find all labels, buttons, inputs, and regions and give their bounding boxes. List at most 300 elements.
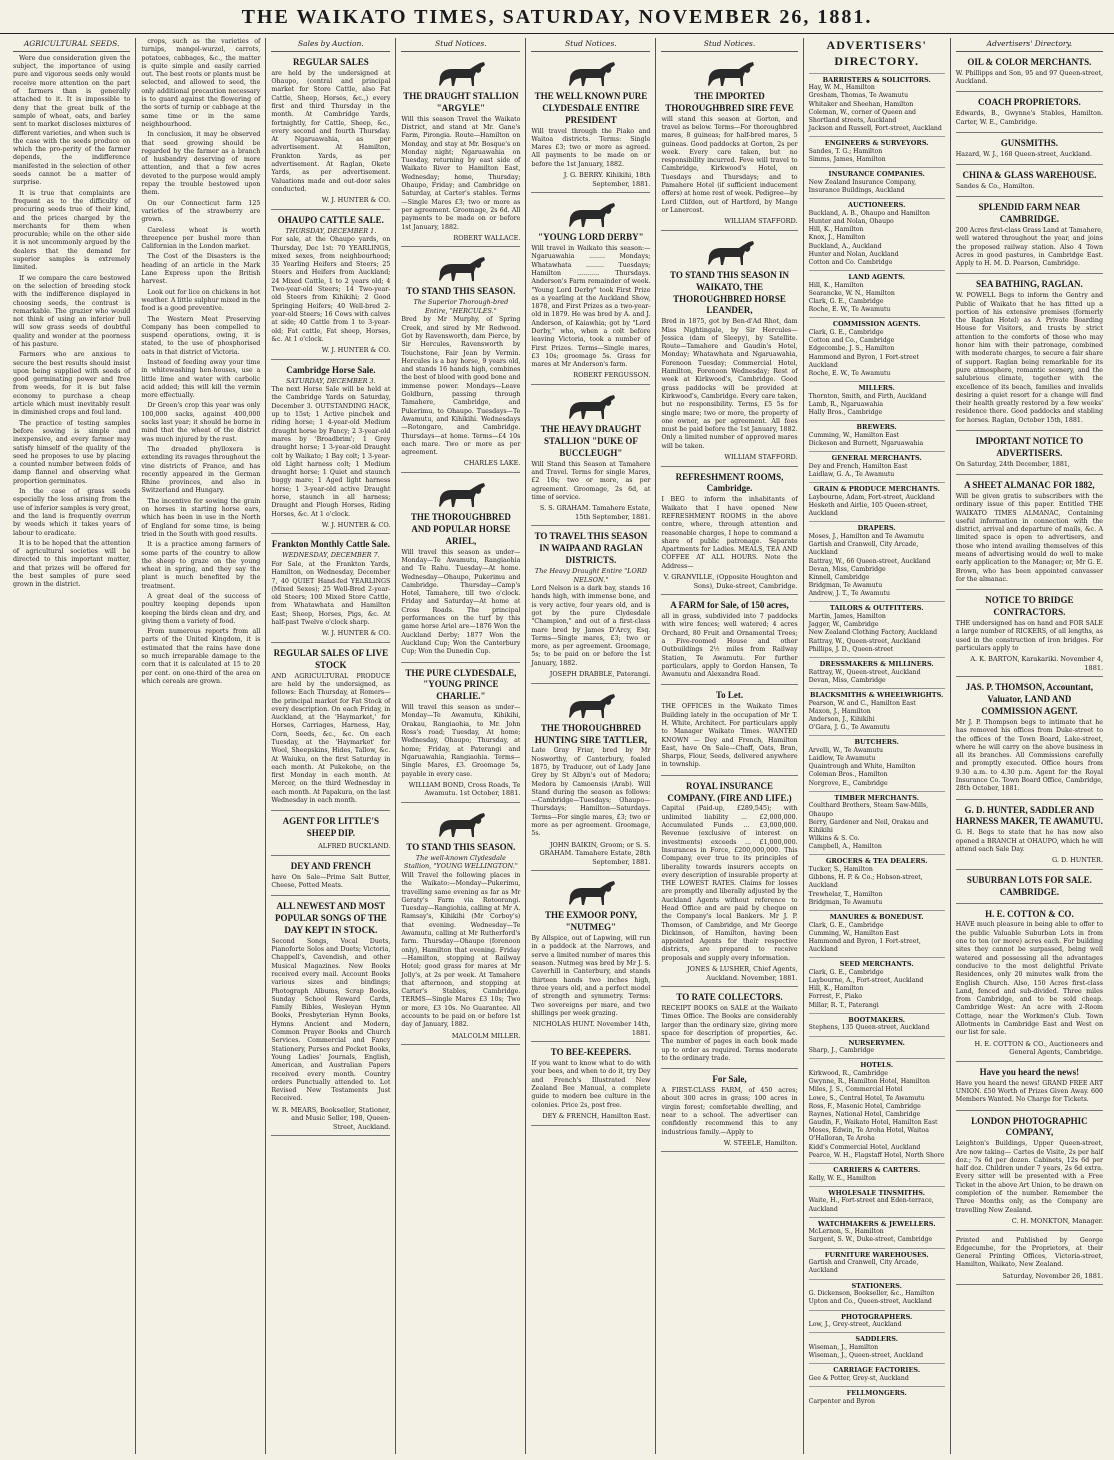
directory-category: FELLMONGERS. [809,1386,945,1398]
masthead [0,0,1114,34]
directory-entry: Hay, W. M., Hamilton [808,84,875,92]
directory-category: LAND AGENTS. [809,270,945,282]
directory-entry: Devan, Miss, Cambridge [808,565,886,573]
directory-entry: Trewhelar, T., Hamilton [808,890,883,898]
directory-category: PHOTOGRAPHERS. [809,1310,945,1322]
ad-title: REFRESHMENT ROOMS, Cambridge. [675,471,784,494]
directory-entry: Roche, E. W., Te Awamutu [808,306,891,314]
ad-body: Edwards, B., Gwynne's Stables, Hamilton. Carter, W. E., Cambridge. [955,110,1104,126]
ad-body: will stand this season at Gorton, and travel as below. Terms—For thoroughbred mares, 8 guineas; for half-bred mares, 5 guineas. Good paddocks at Gorton, 2s per week. Every care taken, but no responsibility incurred. Feve will travel to Cambridge, Kirkwood's Hotel, on Tuesdays and Thursdays; and to Pamahere Hotel (if sufficient inducement offers) at home rest of week. Pedigree—by Lord Clifden, out of Hartford, by Mango or Lanercost. [661,115,798,214]
ad-body: HAVE much pleasure in being able to offer to the public Valuable Suburban Lots in from one to ten (or more) acres each. For building sites they cannot be surpassed, being well watered and possessing all the advantages conducive to the most delightful Private Residences, only 20 minutes walk from the English Church. Also, 150 Acres first-class Land, fenced and sub-divided. Three miles from Cambridge, and to be sold cheap. Cambridge West: An acre with 2-Room Cottage, near the Workmen's Club. Town Allotments in Cambridge East and West on our list for sale. [955,921,1104,1037]
directory-category: WATCHMAKERS & JEWELLERS. [809,1217,945,1229]
ad-subtitle: The Heavy Draught Entire "LORD NELSON." [534,566,647,584]
article-paragraph: Farmers who are anxious to secure the best results should insist upon being supplied with seeds of good germinating power and free from weeds, for it is but false economy to purchase a cheap article which must inevitably result in diminished crops and foul land. [13,351,131,417]
directory-entry: Berry, Gardener and Neil, Orakau and Kihikihi [808,818,929,834]
article-paragraph: Dr Green's crop this year was only 100,000 sacks, against 400,000 sacks last year; it should be borne in mind that the wheat of the district was much injured by the rust. [141,402,261,443]
ad-body: Second Songs, Vocal Duets, Pianoforte Solos and Duets; Victoria, Chappell's, Cavendish, and other Musical Magazines. New Books received every mail. Account Books various sizes and bindings; Photograph Albums, Scrap Books, Sunday School Reward Cards, Family Bibles, Wesleyan Hymn Books, Presbyterian Hymn Books, Hymns Ancient and Modern, Common Prayer Books and Church Services. Commercial and Fancy Stationery, Purses and Pocket Books, Young Ladies' Journals, English, American, and Australian Papers received every month. Country orders Punctually attended to. Lot Revised New Testaments Just Received. [271,937,391,1103]
article-paragraph: The Western Meat Preserving Company has been compelled to suspend operations, owing, it is stated, to the use of phosphorised oats in that district of Victoria. [141,315,261,356]
ad-signature: WILLIAM STAFFORD. [724,217,798,226]
ad-title: THE THOROUGHBRED AND POPULAR HORSE ARIEL, [410,512,511,546]
directory-entry: Moses, J., Hamilton and Te Awamutu [808,532,924,540]
advertisement [956,1114,1103,1231]
directory-entry: Tucker, S., Hamilton [808,866,873,874]
ad-signature: W. J. HUNTER & CO. [321,520,391,529]
advertisement [271,55,390,210]
directory-category: INSURANCE COMPANIES. [809,167,945,179]
directory-entry: New Zealand Insurance Company, Insurance Buildings, Auckland [808,178,917,195]
directory-entry: Bridgman, Te Awamutu [808,898,883,906]
directory-entry: Carpenter and Byron [808,1397,875,1405]
directory-entry: Sandes, T. G.; Hamilton [808,147,883,155]
column-stud-notices-3 [656,38,803,1454]
directory-entry: Raynes, National Hotel, Cambridge [808,1110,921,1118]
article-paragraph: Careless wheat is worth threepence per bushel more than Californian in the London market. [141,226,261,251]
ad-body: For Sale, at the Frankton Yards, Hamilton, on Wednesday, December 7, 40 QUIET Hand-fed YEARLINGS (Mixed Sexes); 25 Well-Bred 2-year-old Steers; 100 Mixed Store Cattle, from Whatawhata and Hamilton East; Sheep, Horses, Pigs, &c. At half-past Twelve o'clock sharp. [271,560,391,626]
column-agricultural-notes [136,38,266,1454]
ad-body: Will travel in Waikato this season:— Ngaruawahia ........ Mondays; Whatawhata ......... Tuesdays; Hamilton ........... Thursdays. Anderson's Farm remainder of week. "Young Lord Derby" took First Prize as a yearling at the Auckland Show, 1878, and First Prizes as a two-year-old in 1879. He was bred by A. and J. Anderson, of Kaiawhia; got by "Lord Derby," who, when a colt before leaving Victoria, took a number of First Prizes. Terms—Single mares, £3 10s; groomage 5s. Grass for mares at Mr Anderson's farm. [531,245,651,369]
advertisement [956,200,1103,274]
article-paragraph: crops, such as the varieties of turnips, mangel-wurzel, carrots, potatoes, cabbages, &c., the matter is quite simple and easily carried out. The best roots or plants must be selected, and allowed to seed, the only additional precaution necessary is to guard against the flowering of the sorts of turnip or cabbage at the same time or in the same neighbourhood. [141,38,261,128]
advertisement [956,95,1103,132]
ad-title: A SHEET ALMANAC FOR 1882, [964,480,1095,491]
article-body [13,55,130,590]
directory-category: CARRIAGE FACTORIES. [809,1363,945,1375]
directory-entry: Coleman, W., corner of Queen and Shortland streets, Auckland [808,108,917,124]
directory-entry: Roche, E. W., Te Awamutu [808,370,891,377]
directory-category: GENERAL MERCHANTS. [809,451,945,463]
directory-entry: Clark, G. E., Cambridge [808,968,884,976]
directory-entry: Millar, R. T., Paterangi [808,1001,879,1009]
ad-title: A FARM for Sale, of 150 acres, [670,600,789,611]
ad-title: THE WELL KNOWN PURE CLYDESDALE ENTIRE PRESIDENT [534,90,648,125]
column-stud-notices-1 [396,38,526,1454]
directory-entry: Campbell, A., Hamilton [808,843,882,851]
directory-category: COMMISSION AGENTS. [809,317,945,329]
advertisement [661,688,797,775]
advertisement [401,476,520,662]
ad-title: H. E. COTTON & CO. [985,908,1074,919]
directory-entry: G. Dickenson, Bookseller, &c., Hamilton [808,1290,935,1298]
ad-signature: J. G. BERRY. Kihikihi, 18th September, 1881. [563,171,651,188]
ad-body: Lord Nelson is a dark bay, stands 16 hands high, with immense bone, and is very active, four years old, and is got by the pure Clydesdale "Champion," and out of a first-class mare bred by James D'Arcy, Esq. Terms—Single mares, £3; two or more, as per agreement. Groomage, 5s; to be paid on or before the 1st January, 1882. [531,585,651,667]
ad-body: THE OFFICES in the Waikato Times Building lately in the occupation of Mr T. H. White, Architect. For particulars apply to Manager Waikato Times. WANTED KNOWN — Dey and French, Hamilton East, have On Sale—Chaff, Oats, Bran, Sharps, Flour, Seeds, delivered anywhere in township. [661,703,798,769]
directory-entry: Whitaker and Sheehan, Hamilton [808,100,914,108]
directory-entry: O'Halloran, Te Aroha [808,1135,875,1143]
directory-entry: Maxon, J., Hamilton [808,707,871,715]
ad-title: CHINA & GLASS WAREHOUSE. [962,170,1097,180]
directory-entry: Searancke, W. N., Hamilton [808,289,895,297]
directory-entry: Buckland, A., Auckland [808,242,882,250]
ad-title: LONDON PHOTOGRAPHIC COMPANY, [971,1115,1088,1138]
ad-signature: H. E. COTTON & CO., Auctioneers and General Agents, Cambridge. [974,1039,1104,1057]
directory-category: NURSERYMEN. [809,1036,945,1048]
ad-body: The next Horse Sale will be held at the Cambridge Yards on Saturday, December 3. OUTSTANDING HACK, up to 15st; 1 Active pinchek and riding horse; 1 4-year-old Medium draught horse by Fancy; 2 3-year-old mares by 'Broadbrim'; 1 Grey draught horse; 1 3-year-old Draught colt by Waikato; 1 Bay colt; 1 3-year-old Light harness colt; 1 Medium draught horse; 1 Quiet and staunch buggy mare; 1 Aged light harness horse; 1 3-year-old active Draught horse, staunch in all harness; Draught and Plough Horses, Riding Horses, &c. At 1 o'clock. [271,386,391,518]
directory-entry: Sargent, S. W., Duke-street, Cambridge [808,1236,933,1244]
advertisement [531,529,650,683]
advertisement [956,873,1103,904]
directory-entry: Hill, K., Hamilton [808,226,864,234]
ad-signature: ROBERT WALLACE. [453,233,521,242]
advertisement [271,814,390,855]
ad-title: SEA BATHING, RAGLAN. [975,279,1083,290]
column-heading: Stud Notices. [661,38,797,52]
article-paragraph: It is a practice among farmers of some parts of the country to allow the sheep to graze on the young wheat in spring, and they say the plant is much benefited by the treatment. [141,541,261,590]
directory-entry: Laybourne, Adam, Fort-street, Auckland [808,493,935,501]
directory-entry: Laybourne, A., Fort-street, Auckland [808,977,924,985]
directory-category: AUCTIONEERS. [809,198,945,210]
directory-entry: Wiseman, J., Queen-street, Auckland [808,1352,924,1360]
directory-category: TIMBER MERCHANTS. [809,791,945,803]
ad-title: TO BEE-KEEPERS. [550,1047,632,1058]
directory-entry: New Zealand Clothing Factory, Auckland [808,629,938,637]
horse-engraving-icon [560,878,622,908]
ad-body: Sandes & Co., Hamilton. [955,182,1035,190]
advertisement [956,680,1103,799]
ad-title: THE HEAVY DRAUGHT STALLION "DUKE OF BUCCLEUGH" [540,424,642,458]
ad-title: THE PURE CLYDESDALE, "YOUNG PRINCE CHARLIE." [405,667,517,702]
ad-list [956,55,1103,1285]
directory-entry: Clark, G. E., Cambridge [808,298,884,306]
directory-entry: Hunter and Nolan, Ohaupo [808,218,894,226]
directory-entry: Miles, J. S., Commercial Hotel [808,1086,903,1094]
directory-entry: O'Gara, J. G., Te Awamutu [808,724,890,732]
ad-title: THE EXMOOR PONY, "NUTMEG" [544,910,637,933]
ad-title: TO STAND THIS SEASON IN WAIKATO, THE THOROUGHBRED HORSE LEANDER, [669,269,790,316]
directory-entry: Dey and French, Hamilton East [808,462,908,470]
ad-signature: G. D. HUNTER. [1051,856,1104,865]
directory-entry: Wiseman, J., Hamilton [808,1343,879,1351]
ad-body: RECEIPT BOOKS on SALE at the Waikato Times Office. The Books are considerably larger than the ordinary size, giving more space for description of properties, &c. The number of pages in each book made up to order as required. Terms moderate to the ordinary trade. [661,1005,798,1062]
advertisement [271,537,390,642]
ad-body: Will travel through the Piako and Waitoa districts. Terms: Single Mares £3; two or more as agreed. All payments to be made on or before the 1st January, 1882. [531,127,651,168]
directory-category: MILLERS. [809,381,945,393]
ad-body: Leighton's Buildings, Upper Queen-street, Are now taking— Cartes de Visite, 2s per half doz.; 7s 6d per dozen. Cabinets, 12s 6d per half doz. Children under 7 years, 2s 6d extra. Every sitter will be presented with a Free Ticket in the above Art Union, to be drawn on completion of the number. Remember the Three Months only, as the Company are travelling New Zealand. [955,1140,1104,1214]
advertisement [956,803,1103,870]
advertisement [401,806,520,1045]
directory-entry: Buckland, A. B., Ohaupo and Hamilton [808,209,930,217]
advertisement [531,55,650,193]
ad-body: Will this season Travel the Waikato District, and stand at Mr. Gane's Farm, Pirongia. Route—Hamilton on Monday, and stay at Mr. Bosque's on Monday night; Ngaruawahia on Tuesday, returning by east side of Waikato River to Hamilton East, Wednesday; home, Thursday; Ohaupo, Friday; and Cambridge on Saturday, at Carter's stables. Terms—Single Mares £3; two or more as per agreement. Groomage, 2s 6d. All payments to be made on or before 1st January, 1882. [401,115,521,231]
ad-body: Will Stand this Season at Tamahere and Travel. Terms for single Mares, £2 10s; two or more, as per agreement. Groomage, 2s 6d, at time of service. [531,460,651,501]
article-paragraph: In the case of grass seeds especially the loss arising from the use of inferior samples is very great, and the land is frequently overrun by weeds which it takes years of labour to eradicate. [13,488,131,537]
advertisement [401,55,520,247]
ad-title: IMPORTANT NOTICE TO ADVERTISERS. [975,436,1084,458]
advertisement [271,646,390,812]
ad-list [271,55,390,1137]
ad-body: A FIRST-CLASS FARM, of 450 acres; about 300 acres in grass; 100 acres in virgin forest; comfortable dwelling, and near to a school. The advertiser can confidently recommend this to any industrious family.—Apply to [661,1087,798,1136]
ad-signature: CHARLES LAKE. [463,459,521,468]
ad-body: have On Sale—Prime Salt Butter, Cheese, Potted Meats. [271,873,391,889]
directory-entry: Rattray, W., Queen-street, Auckland [808,637,921,645]
directory-category: SADDLERS. [809,1332,945,1344]
column-heading: Stud Notices. [531,38,650,52]
ad-signature: A. K. BARTON, Karakariki. November 4, 1881. [970,655,1104,672]
ad-title: GUNSMITHS. [1000,137,1059,148]
directory-entry: Hammond and Byron, 1 Fort-street Auckland [808,353,919,369]
directory-entry: Simms, James, Hamilton [808,156,886,164]
ad-title: ALL NEWEST AND MOST POPULAR SONGS OF THE DAY KEPT IN STOCK. [274,901,387,935]
directory-entry: Cumming, W., Hamilton East [808,431,900,439]
directory-entry: Upton and Co., Queen-street, Auckland [808,1298,932,1306]
directory-entry: Forrest, F., Piako [808,993,862,1001]
directory-category: GROCERS & TEA DEALERS. [809,854,945,866]
ad-title: OHAUPO CATTLE SALE. [277,214,384,225]
horse-engraving-icon [430,59,492,89]
directory-entry: Rattray, W., Queen-street, Auckland [808,668,921,676]
directory-entry: Sharp, J., Cambridge [808,1047,875,1055]
advertisement [271,859,390,896]
ad-signature: WILLIAM STAFFORD. [724,453,798,462]
article-paragraph: A great deal of the success of poultry keeping depends upon keeping the birds clean and dry, and giving them a variety of food. [141,593,261,625]
directory-entry: Waite, H., Fort-street and Eden-terrace, Auckland [808,1197,934,1213]
ad-title: "YOUNG LORD DERBY" [538,232,644,243]
advertisement [956,434,1103,475]
ad-body: Will travel this season as under—Monday—Te Awamutu, Kihikihi, Orakau, Rangiaohia, to Mr. John Ross's road; Tuesday, At home; Wednesday, Ohaupo; Thursday, at home; Friday, at Paterangi and Ngaruawahia, Rangiaohia. Terms—Single Mares, £3. Groomage 5s, payable in every case. [401,704,521,778]
directory-category: BLACKSMITHS & WHEELWRIGHTS. [809,688,945,700]
ad-body: On Saturday, 24th December, 1881, [955,460,1070,468]
directory-entry: Wilkins & S. Co. [808,835,860,843]
horse-engraving-icon [560,392,622,422]
advertisement [956,907,1103,1062]
advertisement [661,55,797,231]
directory-entry: Lamb, R., Ngaruawahia [808,400,884,408]
directory-entry: Lowe, S., Central Hotel, Te Awamutu [808,1094,925,1102]
newspaper-title: THE WAIKATO TIMES, SATURDAY, NOVEMBER 26, 1881. [241,6,873,28]
article-paragraph: In conclusion, it may be observed that seed growing should be regarded by the farmer as a branch of husbandry deserving of more attention, and that a few acres devoted to the purpose would amply repay the trouble bestowed upon them. [141,131,261,197]
ad-body: AND AGRICULTURAL PRODUCE are held by the undersigned, as follows: Each Thursday, at Romers—the principal market for Fat Stock of every description. On each Friday, in Auckland, at the 'Haymarket,' for Horses, Carriages, Harness, Hay, Corn, Seeds, &c., &c. On each Tuesday, at the 'Haymarket' for Wool, Sheepskins, Hides, Tallow, &c. At Waiuku, on the first Saturday in each month. At Pukekohe, on the first Monday in each month. At Mercer, on the third Wednesday in each month. At Papakura, on the last Wednesday in each month. [271,672,391,805]
advertisement [956,1234,1103,1286]
advertisement [956,136,1103,165]
ad-title: REGULAR SALES OF LIVE STOCK [273,647,389,670]
directory-category: BARRISTERS & SOLICITORS. [809,73,945,85]
directory-entry: Laidlaw, G. A., Te Awamutu [808,471,895,479]
ad-body: 200 Acres first-class Grass Land at Tamahere, well watered throughout the year, and joins the proposed railway station. Also 4 Town Acres in good pastures, in Cambridge East. Apply to H. M. D. Pearson, Cambridge. [955,226,1104,268]
ad-signature: S. S. GRAHAM. Tamahere Estate, 15th September, 1881. [539,504,651,521]
article-paragraph: Were due consideration given the subject, the importance of using pure and vigorous seeds only would receive more attention on the part of farmers than is generally attached to it. It is impossible to deny that the great bulk of the sample of wheat, oats, and barley sent to market discloses mixtures of different varieties, and when such is the case with the seeds produce on which the pro-perity of the farmer depends, the indifference manifested in the selection of other seeds cannot be a matter of surprise. [13,54,131,187]
ad-body: Will be given gratis to subscribers with the ordinary issue of this paper. Entitled THE WAIKATO TIMES ALMANAC, Containing useful information in connection with the district, arrival and departure of mails, &c. A limited space is open to advertisers, and those who intend availing themselves of this means of advertising would do well to make early application to the Manager; or, Mr G. E. Brown, who has been appointed canvasser for the almanac. [955,492,1104,583]
directory-category: BUTCHERS. [809,735,945,747]
ad-title: TO STAND THIS SEASON. [406,841,516,852]
directory-title: ADVERTISERS' DIRECTORY. [826,38,927,68]
ad-body: G. H. Begs to state that he has now also opened a BRANCH at OHAUPO, which he will attend each Sale Day. [955,829,1104,853]
advertisement [531,687,650,872]
article-paragraph: It is true that complaints are frequent as to the difficulty of procuring seeds true of their kind, and the prices charged by the merchants for them when procurable; while on the other side it is not uncommonly argued by the dealers that the demand for superior samples is extremely limited. [13,189,131,272]
ad-signature: WILLIAM BOND, Cross Roads, Te Awamutu. 1st October, 1881. [408,780,521,798]
directory-entry: Coleman Bros., Hamilton [808,771,888,779]
advertisement [271,899,390,1136]
advertisement [271,363,390,535]
directory-category: DRESSMAKERS & MILLINERS. [809,657,945,669]
ad-signature: JOSEPH DRABBLE, Paterangi. [549,670,651,679]
ad-list [661,55,797,1153]
ad-title: JAS. P. THOMSON, Accountant, Valuator, LAND AND COMMISSION AGENT. [965,682,1094,717]
column-advertisers-directory-continued [951,38,1108,1454]
advertisement [271,213,390,360]
ad-body: By Allspice, out of Lapwing, will run in a paddock at the Narrows, and serve a limited number of mares this season. Nutmeg was bred by Mr J. S. Caverhill in Canterbury, and stands thirteen hands two inches high, three years old, and a perfect model of strength and symmetry. Terms: Two sovereigns per mare, and two shillings per week grazing. [531,935,651,1017]
article-paragraph: The practice of testing samples before sowing is simple and inexpensive, and every farmer may satisfy himself of the quality of the seed he proposes to use by placing a counted number between folds of damp flannel and observing what proportion germinates. [13,419,131,485]
directory-entry: Phillips, J. D., Queen-street [808,645,894,653]
ad-signature: ALFRED BUCKLAND. [318,842,391,851]
column-stud-notices-2 [526,38,656,1454]
column-heading: Stud Notices. [401,38,520,52]
ad-body: are held by the undersigned at Ohaupo, (central and principal market for Store Cattle, also Fat Cattle, Sheep, Horses, &c.,) every first and third Thursday in the month. At Cambridge Yards, fortnightly, for Cattle, Sheep, &c., every second and fourth Thursday. At Ngaruawahia, as per advertisement. At Hamilton, Frankton Yards, as per advertisement. At Raglan, Okete Yards, as per advertisement. Valuations made and out-door sales conducted. [271,69,391,193]
advertisement [401,666,520,803]
horse-engraving-icon [560,691,622,721]
directory-entry: Gwynne, R., Hamilton Hotel, Hamilton [808,1078,930,1086]
directory-entry: Norgrove, E., Cambridge [808,779,888,787]
horse-engraving-icon [430,254,492,284]
directory-category: ENGINEERS & SURVEYORS. [809,136,945,148]
newspaper-page [8,38,1108,1454]
ad-list [401,55,520,1045]
advertisement [661,598,797,685]
ad-body: Printed and Published by George Edgecumbe, for the Proprietors, at their General Printing Offices, Victoria-street, Hamilton, Waikato, New Zealand. [955,1236,1104,1269]
horse-engraving-icon [560,59,622,89]
directory-entry: Kelly, W. E., Hamilton [808,1174,877,1182]
directory-entry: Thornton, Smith, and Firth, Auckland [808,392,927,400]
directory-entry: Pearson, W. and C., Hamilton East [808,699,916,707]
column-heading: Advertisers' Directory. [956,38,1103,52]
directory-entry: Hill, K., Hamilton [808,281,864,289]
directory-entry: Bridgman, Te Awamutu [808,582,883,590]
directory-entry: Rattray, W., 66 Queen-street, Auckland [808,557,931,565]
ad-body: Bred by Mr Murphy, of Spring Creek, and sired by Mr Redwood. Got by Ravensworth, dam Pierce, by Sir Hercules, Ravensworth by Touchstone, Fair Jean by Vermin. Hercules is a bay horse, 9 years old, and stands 16 hands high, combines the best of blood with good bone and immense power. Mondays—Leave Goldburn, passing through Tamahere, Cambridge, and Pukerimu, to Ohaupo. Tuesdays—Te Awamutu, and Kihikihi. Wednesdays—Rotongaro, and Cambridge. Thursdays—at home. Terms—£4 10s each mare. Two or more as per agreement. [401,316,521,457]
ad-subtitle: The Superior Thorough-bred Entire, "HERCULES." [413,298,509,315]
directory-entry: Kinnell, Cambridge [808,573,870,581]
directory-entry: Laidlow, Te Awamutu [808,755,876,763]
ad-title: Frankton Monthly Cattle Sale. [271,539,390,550]
ad-title: THE IMPORTED THOROUGHBRED SIRE FEVE [665,90,794,113]
horse-engraving-icon [699,59,761,89]
ad-signature: W. J. HUNTER & CO. [321,346,391,355]
ad-body: Hazard, W. J., 168 Queen-street, Auckland. [955,150,1092,158]
directory-entry: Hammond and Byron, 1 Fort-street, Auckland [808,937,921,954]
ad-subtitle: The well-known Clydesdale Stallion, "YOUNG WELLINGTON." [403,853,518,871]
directory-category: GRAIN & PRODUCE MERCHANTS. [809,482,945,494]
directory-entry: Hill, K., Hamilton [808,985,864,993]
ad-body: Capital (Paid-up, £289,545); with unlimited liability ... £2,000,000. Accumulated Funds ... £3,000,000. Revenue (exclusive of interest on investments) exceeds ... £1,000,000. Insurances in Force, £200,000,000. This Company, ever true to its principles of liberality towards insurers accepts on every description of insurable property at THE LOWEST RATES. Claims for losses are promptly and liberally adjusted by the Auckland Agents without reference to Head Office and are paid by cheque on the Company's local Bankers. Mr J. P. Thomson, of Cambridge, and Mr George Dickinson, of Hamilton, having been appointed Agents for their respective districts, are prepared to receive proposals and supply every information. [661,805,798,962]
article-paragraph: The dreaded phylloxera is extending its ravages throughout the vine districts of France, and has recently appeared in the German Rhine provinces, and also in Switzerland and Hungary. [141,445,261,495]
directory-entry: Hally Bros., Cambridge [808,409,883,417]
ad-body: Have you heard the news! GRAND FREE ART UNION. £50 Worth of Prizes Given Away. 600 Members Wanted. No Charge for Tickets. [955,1079,1104,1104]
directory-entry: Gaudin, F., Waikato Hotel, Hamilton East [808,1119,938,1127]
directory-category: FURNITURE WAREHOUSES. [809,1248,945,1260]
horse-engraving-icon [699,238,761,268]
directory-entry: Cumming, W., Hamilton East [808,929,900,937]
ad-title: THE THOROUGHBRED HUNTING SIRE TATTLER, [534,722,648,745]
advertisement [531,388,650,526]
ad-signature: DEY & FRENCH, Hamilton East. [542,1111,651,1120]
directory-entry: Gartish and Cranwell, City Arcade, Auckland [808,1259,919,1275]
ad-title: DEY AND FRENCH [290,860,371,871]
directory-entry: Hunter and Nolan, Auckland [808,250,899,258]
ad-title: REGULAR SALES [292,56,369,67]
advertisement [401,250,520,473]
article-paragraph: Look out for lice on chickens in hot weather. A little sulphur mixed in the food is a good preventive. [141,288,261,313]
directory-category: SEED MERCHANTS. [809,957,945,969]
advertisement [661,234,797,467]
ad-signature: W. R. MEARS, Bookseller, Stationer, and Music Seller, 198, Queen-Street, Auckland. [272,1105,391,1131]
horse-engraving-icon [430,810,492,840]
ad-signature: ROBERT FERGUSSON. [573,371,651,380]
directory-entry: Martin, James, Hamilton [808,613,886,621]
ad-body: Will Travel the following places in the Waikato:—Monday—Pukerimu, travelling same evening as far as Mr Geraty's Farm via Rotoorangi. Tuesday—Rangiohia, calling at Mr A. Ramsay's, Kihikihi (Mr Corboy's) that evening. Wednesday—Te Awamutu, calling at Mr Rutherford's farm. Thursday—Ohaupo (forenoon only), Hamilton that evening. Friday—Hamilton, stopping at Railway Hotel; good grass for mares at Mr Jolly's, at 2s per week. At Tamahere that afternoon, and stopping at Carter's Stables, Cambridge. TERMS—Single Mares £3 10s; Two or more, £3 10s. No Guarantee. All accounts to be paid on or before 1st day of January, 1882. [401,872,521,1029]
directory-entry: Stephens, 135 Queen-street, Auckland [808,1024,930,1032]
article-body [141,38,260,686]
directory-category: CARRIERS & CARTERS. [809,1163,945,1175]
advertisement [956,168,1103,197]
ad-body: W. POWELL Begs to inform the Gentry and Public of Waikato that he has fitted up a portion of his extensive premises (formerly the Raglan Hotel) as A Private Boarding House for Visitors, and trusts by strict attention to the comforts of those who may honor him with their patronage, combined with moderate charges, to secure a fair share of support. Raglan being remarkable for its pure atmosphere, romantic scenery, and the salubrious climate, together with the excellence of its beach, families and invalids desiring a quiet resort for a change will find their health greatly restored by a few weeks' residence there. Good paddocks and stabling for horses. Raglan, October 15th, 1881. [955,292,1104,424]
directory-entry: Pearce, W. H., Flagstaff Hotel, North Shore [808,1151,945,1159]
ad-title: Cambridge Horse Sale. [286,364,376,375]
ad-signature: W. J. HUNTER & CO. [321,629,391,638]
directory-category: TAILORS & OUTFITTERS. [809,601,945,613]
article-paragraph: From numerous reports from all parts of the United Kingdom, it is estimated that the rains have done so much irreparable damage to the corn that it is calculated at 15 to 20 per cent. on one-third of the area on which cereals are grown. [141,628,261,685]
directory-entry: Gresham, Thomas, Te Awamutu [808,92,909,100]
advertisement [531,1045,650,1125]
article-paragraph: The Cost of the Disasters is the heading of an article in the Mark Lane Express upon the British harvest. [141,253,261,286]
ad-body: THE undersigned has on hand and FOR SALE a large number of RICKERS, of all lengths, as used in the construction of iron bridges. For particulars apply to [955,619,1104,652]
ad-title: THE DRAUGHT STALLION "ARGYLE" [403,90,519,113]
directory-entry: Jagger, W., Cambridge [808,621,879,629]
ad-signature: W. STEELE, Hamilton. [723,1138,798,1147]
article-paragraph: Instead of feeding away your time in whitewashing hen-houses, use a little lime and water with carbolic acid added; this will kill the vermin more effectually. [141,358,261,400]
ad-title: OIL & COLOR MERCHANTS. [967,56,1092,67]
ad-title: SPLENDID FARM NEAR CAMBRIDGE. [978,202,1081,225]
ad-title: TO STAND THIS SEASON. [406,286,516,297]
horse-engraving-icon [560,200,622,230]
directory-entry: Devan, Miss, Cambridge [808,676,886,684]
directory-category: BOOTMAKERS. [809,1013,945,1025]
ad-list [531,55,650,1126]
ad-signature: Saturday, November 26, 1881. [1002,1271,1104,1280]
article-paragraph: It is to be hoped that the attention of agricultural societies will be directed to this important matter, and that prizes will be offered for the best samples of pure seed grown in the district. [13,539,131,589]
column-sales-by-auction [266,38,396,1454]
advertisement [956,55,1103,92]
advertisement [531,874,650,1042]
directory-entry: Gibbons, H. P. & Co.; Hobson-street, Auckland [808,874,923,890]
ad-title: NOTICE TO BRIDGE CONTRACTORS. [985,595,1074,618]
directory-entry: Jackson and Russell, Fort-street, Auckland [808,125,942,133]
directory-entry: Edgecombe, J. S., Hamilton [808,345,895,353]
ad-title: TO TRAVEL THIS SEASON IN WAIPA AND RAGLAN DISTRICTS. [534,531,648,566]
directory-entry: Moses, Edwin, Te Aroha Hotel, Waitoa [808,1127,929,1135]
ad-body: For sale, at the Ohaupo yards, on Thursday, Dec 1st: 70 YEARLINGS, mixed sexes, from neighbourhood; 35 Yearling Heifers and Steers; 25 Steers and Heifers from Auckland; 24 Mixed Cattle, 1 to 2 years old; 4 Two-year-old Steers; 14 Two-year-old Steers from Kihikihi; 2 Good Springing Heifers; 40 Well-bred 2-year-old Steers; 16 Cows with calves at side; 40 Cattle from 1 to 3-year-old; Fat cattle, Fat sheep, Horses, &c. At 1 o'clock. [271,236,391,343]
ad-signature: JOHN BAIKIN, Groom; or S. S. GRAHAM. Tamahere Estate, 28th September, 1881. [539,840,651,866]
column-agricultural-seeds [8,38,136,1454]
ad-title: To Let. [715,690,744,701]
advertisement [661,470,797,596]
directory-entry: Gartish and Cranwell, City Arcade, Auckland [808,541,919,557]
directory-entry: Clark, G. E., Cambridge [808,329,884,337]
advertisement [956,478,1103,590]
directory-entry: Kirkwood, R., Cambridge [808,1069,888,1077]
ad-title: TO RATE COLLECTORS. [676,992,783,1003]
advertisement [661,1072,797,1152]
ad-title: COACH PROPRIETORS. [977,97,1081,108]
advertisement [531,196,650,385]
directory-entry: Dickeson and Burnett, Ngaruawahia [808,440,924,448]
ad-title: ROYAL INSURANCE COMPANY. (FIRE AND LIFE.) [667,780,792,803]
advertisement [661,779,797,988]
horse-engraving-icon [430,480,492,510]
directory-entry: McLernon, S., Hamilton [808,1228,884,1236]
directory-category: WHOLESALE TINSMITHS. [809,1186,945,1198]
directory-entry: Gee & Potter, Grey-st, Auckland [808,1374,909,1382]
article-paragraph: The incentive for sowing the grain on horses in starting horse ears, which has been in use in the North of England for some time, is being tried in the South with good results. [141,497,261,538]
directory-entry: Quaintrough and White, Hamilton [808,763,916,771]
article-paragraph: If we compare the care bestowed on the selection of breeding stock with the indifference displayed in choosing seeds, the contrast is remarkable. The grazier who would not think of using an inferior bull will sow grass seeds of doubtful quality and wonder at the poorness of his pasture. [13,274,131,348]
